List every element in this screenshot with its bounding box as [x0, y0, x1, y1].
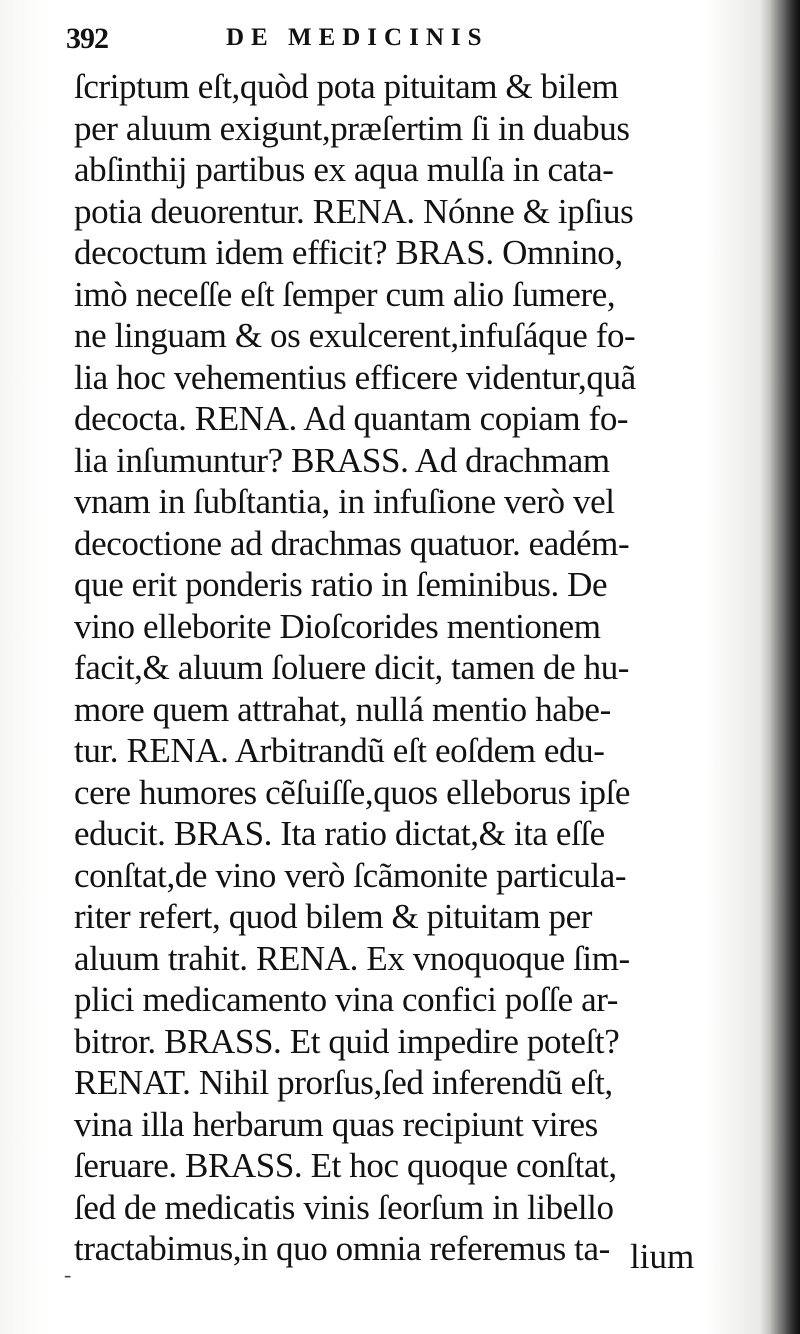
body-text: [74, 66, 734, 1270]
text-line: imò neceſſe eſt ſemper cum alio ſumere,: [74, 274, 616, 314]
text-line: plici medicamento vina confici poſſe ar-: [74, 980, 619, 1019]
catchword: lium: [630, 1237, 695, 1276]
text-line: ſeruare. BRASS. Et hoc quoque conſtat,: [74, 1146, 617, 1185]
margin-mark: -: [64, 1262, 72, 1287]
text-line: vino elleborite Dioſcorides mentionem: [74, 606, 601, 646]
text-line: ſed de medicatis vinis ſeorſum in libello: [74, 1187, 614, 1227]
text-line: ſcriptum eſt,quòd pota pituitam & bilem: [74, 67, 619, 106]
text-line: abſinthij partibus ex aqua mulſa in cata-: [74, 150, 614, 189]
text-line: per aluum exigunt,præſertim ſi in duabus: [74, 108, 630, 148]
text-line: vnam in ſubſtantia, in infuſione verò vel: [74, 482, 615, 521]
running-head: DE MEDICINIS: [226, 24, 489, 51]
text-line: cere humores cẽſuiſſe,quos elleborus ipſe: [74, 772, 631, 812]
text-line: educit. BRAS. Ita ratio dictat,& ita eſſe: [74, 814, 605, 853]
text-line: vina illa herbarum quas recipiunt vires: [74, 1104, 598, 1144]
text-line: ne linguam & os exulcerent,infuſáque fo-: [74, 316, 636, 355]
text-line: tractabimus,in quo omnia referemus ta-: [74, 1229, 610, 1268]
text-line: decocta. RENA. Ad quantam copiam fo-: [74, 399, 629, 438]
page-header: [66, 22, 726, 62]
text-line: bitror. BRASS. Et quid impedire poteſt?: [74, 1021, 620, 1061]
text-line: more quem attrahat, nullá mentio habe-: [74, 689, 611, 729]
text-line: lia inſumuntur? BRASS. Ad drachmam: [74, 440, 610, 480]
text-line: tur. RENA. Arbitrandũ eſt eoſdem edu-: [74, 731, 605, 770]
text-line: RENAT. Nihil prorſus,ſed inferendũ eſt,: [74, 1063, 613, 1102]
text-line: aluum trahit. RENA. Ex vnoquoque ſim-: [74, 938, 630, 978]
text-line: conſtat,de vino verò ſcãmonite particula-: [74, 855, 627, 895]
text-line: lia hoc vehementius efficere videntur,quã: [74, 357, 636, 397]
text-line: potia deuorentur. RENA. Nónne & ipſius: [74, 191, 634, 231]
text-line: facit,& aluum ſoluere dicit, tamen de hu-: [74, 648, 630, 687]
text-line: decoctum idem efficit? BRAS. Omnino,: [74, 233, 623, 272]
page-edge-shadow: [770, 0, 800, 1334]
text-line: decoctione ad drachmas quatuor. eadém-: [74, 523, 630, 563]
text-line: riter refert, quod bilem & pituitam per: [74, 897, 592, 936]
page-number: 392: [66, 22, 108, 55]
text-line: que erit ponderis ratio in ſeminibus. De: [74, 565, 608, 604]
